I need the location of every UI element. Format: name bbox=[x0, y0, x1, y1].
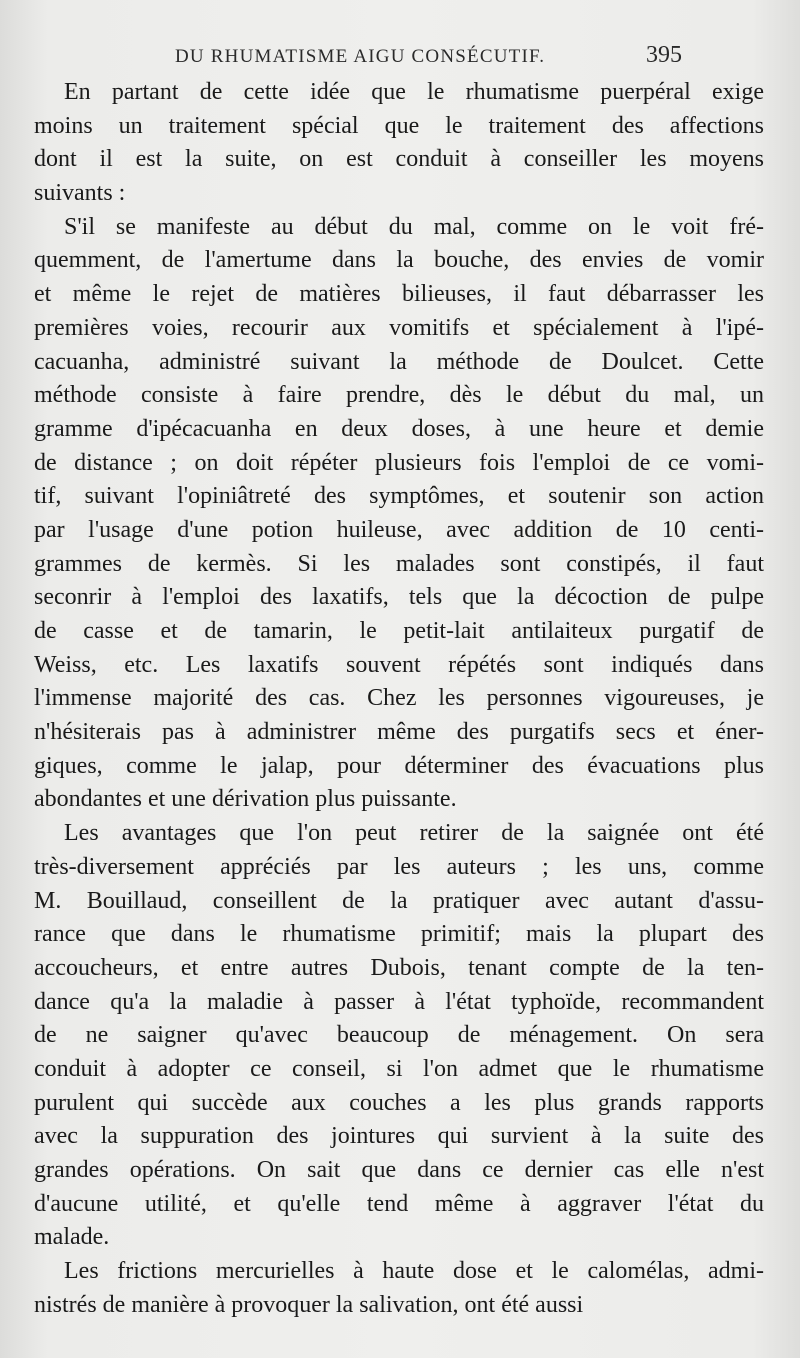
text-line: gramme d'ipécacuanha en deux doses, à une heure et demie bbox=[34, 415, 764, 442]
text-line: dont il est la suite, on est conduit à conseiller les moyens bbox=[34, 146, 764, 173]
text-line: abondantes et une dérivation plus puissante. bbox=[34, 786, 457, 813]
text-line: et même le rejet de matières bilieuses, il faut débarrasser les bbox=[34, 281, 764, 308]
text-line: n'hésiterais pas à administrer même des purgatifs secs et éner- bbox=[34, 719, 764, 746]
text-line: moins un traitement spécial que le traitement des affections bbox=[34, 112, 764, 139]
text-line: dance qu'a la maladie à passer à l'état typhoïde, recommandent bbox=[34, 988, 764, 1015]
text-line: seconrir à l'emploi des laxatifs, tels que la décoction de pulpe bbox=[34, 584, 764, 611]
text-line: suivants : bbox=[34, 180, 126, 207]
text-line: d'aucune utilité, et qu'elle tend même à aggraver l'état du bbox=[34, 1190, 764, 1217]
text-line: Les frictions mercurielles à haute dose et le calomélas, admi- bbox=[64, 1258, 764, 1285]
paragraph bbox=[34, 1255, 764, 1322]
text-line: rance que dans le rhumatisme primitif; mais la plupart des bbox=[34, 921, 764, 948]
text-line: l'immense majorité des cas. Chez les personnes vigoureuses, je bbox=[34, 685, 764, 712]
text-line: purulent qui succède aux couches a les plus grands rapports bbox=[34, 1089, 764, 1116]
text-line: nistrés de manière à provoquer la salivation, ont été aussi bbox=[34, 1291, 584, 1318]
page-number: 395 bbox=[646, 42, 682, 68]
text-line: cacuanha, administré suivant la méthode de Doulcet. Cette bbox=[34, 348, 764, 375]
text-line: méthode consiste à faire prendre, dès le début du mal, un bbox=[34, 382, 764, 409]
paragraph bbox=[34, 211, 764, 817]
text-line: M. Bouillaud, conseillent de la pratiquer avec autant d'assu- bbox=[34, 887, 764, 914]
text-line: giques, comme le jalap, pour déterminer des évacuations plus bbox=[34, 752, 764, 779]
text-line: de casse et de tamarin, le petit-lait antilaiteux purgatif de bbox=[34, 618, 764, 644]
text-line: conduit à adopter ce conseil, si l'on admet que le rhumatisme bbox=[34, 1055, 764, 1082]
text-line: S'il se manifeste au début du mal, comme on le voit fré- bbox=[64, 213, 764, 240]
text-line: Les avantages que l'on peut retirer de la saignée ont été bbox=[64, 820, 764, 847]
text-line: par l'usage d'une potion huileuse, avec addition de 10 centi- bbox=[34, 516, 764, 543]
body-text bbox=[34, 76, 764, 1322]
text-line: très-diversement appréciés par les auteurs ; les uns, comme bbox=[34, 853, 764, 880]
text-line: accoucheurs, et entre autres Dubois, tenant compte de la ten- bbox=[34, 954, 764, 981]
text-line: premières voies, recourir aux vomitifs et spécialement à l'ipé- bbox=[34, 314, 764, 341]
text-line: grammes de kermès. Si les malades sont constipés, il faut bbox=[34, 550, 764, 577]
text-line: En partant de cette idée que le rhumatisme puerpéral exige bbox=[64, 79, 764, 105]
text-line: quemment, de l'amertume dans la bouche, des envies de vomir bbox=[34, 247, 764, 274]
text-line: grandes opérations. On sait que dans ce dernier cas elle n'est bbox=[34, 1157, 764, 1183]
paragraph bbox=[34, 76, 764, 211]
text-line: de ne saigner qu'avec beaucoup de ménagement. On sera bbox=[34, 1022, 764, 1049]
text-line: Weiss, etc. Les laxatifs souvent répétés sont indiqués dans bbox=[34, 651, 764, 678]
text-line: avec la suppuration des jointures qui survient à la suite des bbox=[34, 1123, 764, 1150]
running-head bbox=[0, 42, 800, 76]
paragraph bbox=[34, 817, 764, 1255]
running-head-title: DU RHUMATISME AIGU CONSÉCUTIF. bbox=[175, 46, 546, 67]
text-line: malade. bbox=[34, 1224, 110, 1251]
text-line: de distance ; on doit répéter plusieurs fois l'emploi de ce vomi- bbox=[34, 449, 764, 476]
text-line: tif, suivant l'opiniâtreté des symptômes, et soutenir son action bbox=[34, 483, 764, 510]
